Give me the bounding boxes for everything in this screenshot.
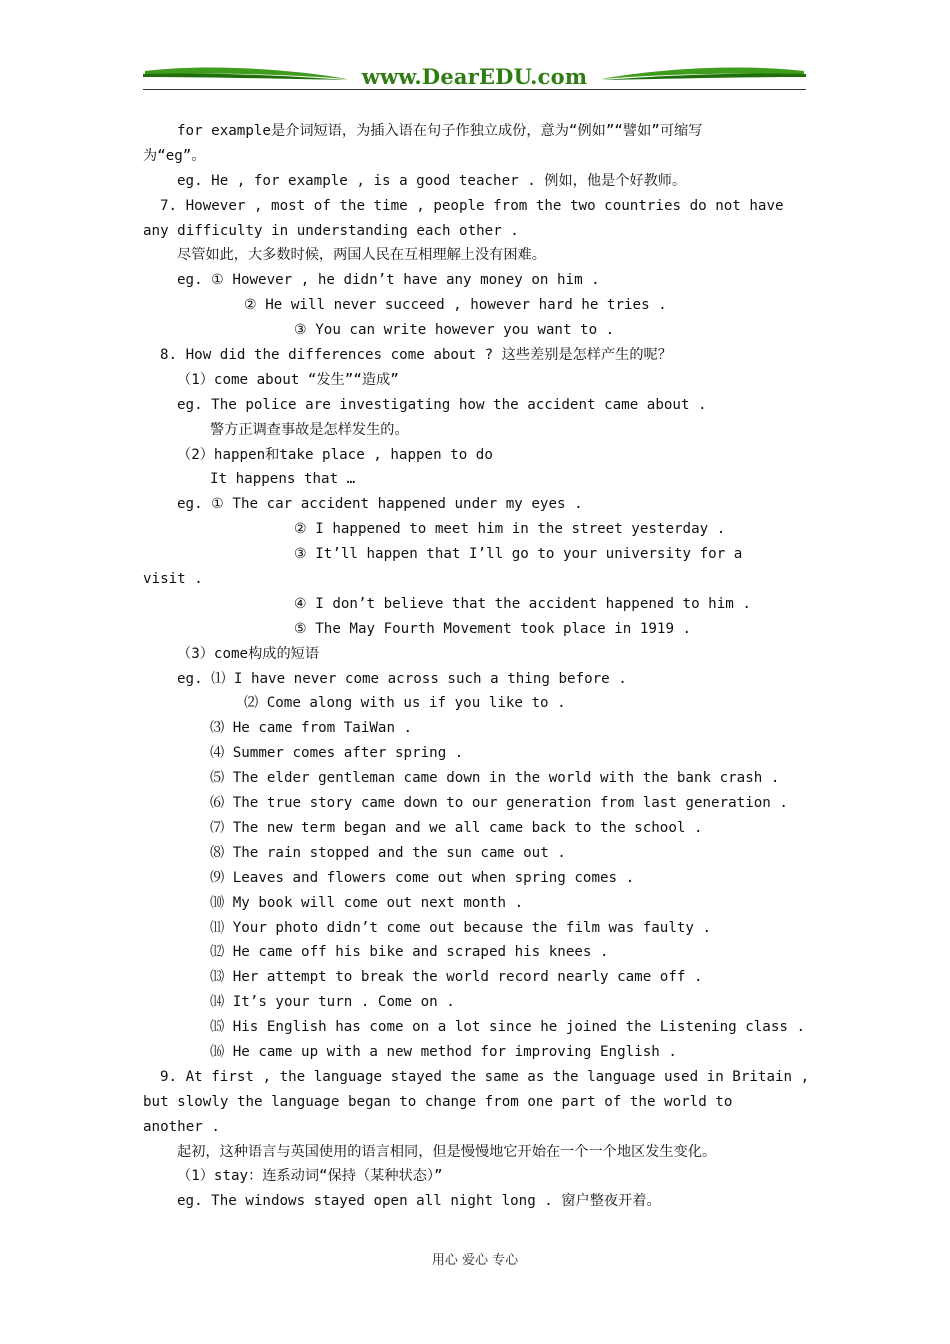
text-line: 起初，这种语言与英国使用的语言相同，但是慢慢地它开始在一个一个地区发生变化。 bbox=[177, 1143, 717, 1160]
text-line: eg. The windows stayed open all night long . 窗户整夜开着。 bbox=[177, 1193, 661, 1210]
text-line: ③ It’ll happen that I’ll go to your university for a bbox=[294, 546, 743, 563]
text-line: ⑸ The elder gentleman came down in the world with the bank crash . bbox=[210, 770, 780, 787]
text-line: 7. However , most of the time , people from the two countries do not have bbox=[160, 197, 784, 214]
text-line: ② He will never succeed , however hard he tries . bbox=[244, 297, 667, 314]
text-line: ⑹ The true story came down to our generation from last generation . bbox=[210, 795, 788, 812]
text-line: 8. How did the differences come about ? 这些差别是怎样产生的呢？ bbox=[160, 347, 672, 364]
text-line: 警方正调查事故是怎样发生的。 bbox=[210, 421, 409, 438]
text-line: （1）come about “发生”“造成” bbox=[177, 371, 399, 388]
text-line: ⑵ Come along with us if you like to . bbox=[244, 695, 566, 712]
text-line: eg. ① However , he didn’t have any money on him . bbox=[177, 272, 600, 289]
text-line: another . bbox=[143, 1118, 220, 1135]
site-logo-text: www.DearEDU.com bbox=[361, 64, 588, 89]
text-line: eg. The police are investigating how the accident came about . bbox=[177, 396, 707, 413]
text-line: ⒀ Her attempt to break the world record nearly came off . bbox=[210, 969, 703, 986]
page-footer: 用心 爱心 专心 bbox=[431, 1253, 519, 1268]
page-header bbox=[143, 62, 806, 92]
text-line: （2）happen和take place , happen to do bbox=[177, 446, 493, 463]
text-line: ⒁ It’s your turn . Come on . bbox=[210, 994, 455, 1011]
text-line: ⑷ Summer comes after spring . bbox=[210, 745, 464, 762]
text-line: for example是介词短语，为插入语在句子作独立成份，意为“例如”“譬如”可缩写 bbox=[177, 123, 703, 139]
text-line: ⑿ He came off his bike and scraped his knees . bbox=[210, 944, 609, 961]
text-line: eg. ⑴ I have never come across such a thing before . bbox=[177, 670, 627, 687]
text-line: 为“eg”。 bbox=[143, 147, 206, 164]
text-line: ⑽ My book will come out next month . bbox=[210, 894, 524, 911]
text-line: eg. ① The car accident happened under my eyes . bbox=[177, 496, 583, 513]
text-line: 9. At first , the language stayed the same as the language used in Britain , bbox=[160, 1068, 810, 1085]
text-line: eg. He , for example , is a good teacher . 例如，他是个好教师。 bbox=[177, 172, 687, 189]
document-body bbox=[143, 119, 810, 1214]
text-line: ⒃ He came up with a new method for improving English . bbox=[210, 1043, 677, 1060]
text-line: ⑺ The new term began and we all came back to the school . bbox=[210, 819, 703, 836]
text-line: ⑾ Your photo didn’t come out because the film was faulty . bbox=[210, 919, 712, 936]
text-line: any difficulty in understanding each other . bbox=[143, 222, 519, 239]
text-line: ⒂ His English has come on a lot since he joined the Listening class . bbox=[210, 1019, 806, 1036]
text-line: It happens that … bbox=[210, 471, 356, 488]
text-line: ③ You can write however you want to . bbox=[294, 322, 615, 339]
header-divider bbox=[143, 89, 806, 90]
text-line: 尽管如此，大多数时候，两国人民在互相理解上没有困难。 bbox=[177, 247, 546, 264]
text-line: ⑤ The May Fourth Movement took place in 1919 . bbox=[294, 620, 692, 637]
text-line: ⑶ He came from TaiWan . bbox=[210, 720, 413, 737]
text-line: ④ I don’t believe that the accident happened to him . bbox=[294, 595, 751, 612]
text-line: （3）come构成的短语 bbox=[177, 645, 320, 662]
text-line: ⑼ Leaves and flowers come out when spring comes . bbox=[210, 869, 635, 886]
text-line: visit . bbox=[143, 571, 203, 588]
text-line: （1）stay：连系动词“保持（某种状态）” bbox=[177, 1168, 443, 1185]
text-line: but slowly the language began to change from one part of the world to bbox=[143, 1093, 733, 1110]
text-line: ⑻ The rain stopped and the sun came out . bbox=[210, 844, 566, 861]
text-line: ② I happened to meet him in the street yesterday . bbox=[294, 521, 726, 538]
